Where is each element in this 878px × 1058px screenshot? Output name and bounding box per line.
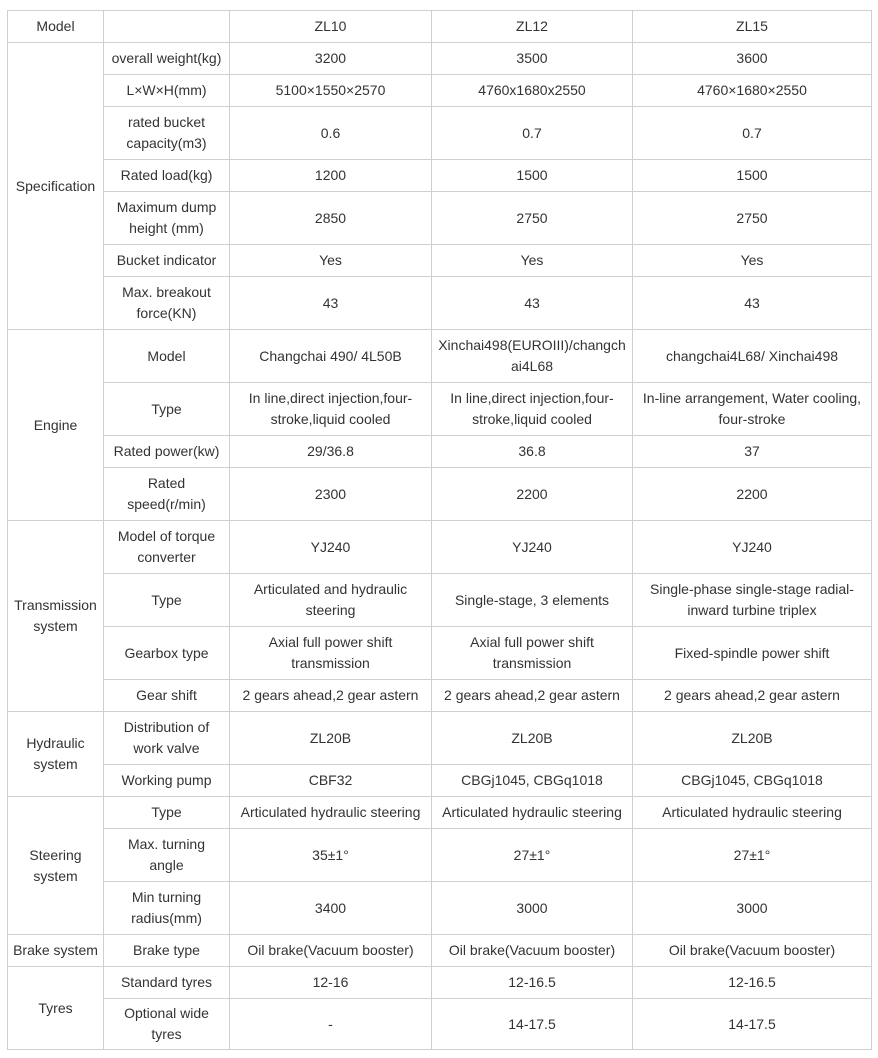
- table-row: [8, 967, 872, 999]
- row-label: Working pump: [104, 765, 230, 797]
- row-label: Min turning radius(mm): [104, 882, 230, 935]
- cell-value: 2200: [432, 468, 633, 521]
- table-row: [8, 574, 872, 627]
- cell-value: Articulated hydraulic steering: [432, 797, 633, 829]
- cell-value: 5100×1550×2570: [230, 75, 432, 107]
- row-label: Max. breakout force(KN): [104, 277, 230, 330]
- cell-value: 36.8: [432, 436, 633, 468]
- cell-value: ZL20B: [230, 712, 432, 765]
- cell-value: 3000: [633, 882, 872, 935]
- table-row: [8, 521, 872, 574]
- cell-value: 3400: [230, 882, 432, 935]
- table-row: [8, 192, 872, 245]
- row-label: Distribution of work valve: [104, 712, 230, 765]
- table-row: [8, 712, 872, 765]
- cell-value: 2 gears ahead,2 gear astern: [633, 680, 872, 712]
- header-row: [8, 11, 872, 43]
- cell-value: 2750: [633, 192, 872, 245]
- cell-value: 2750: [432, 192, 633, 245]
- cell-value: In line,direct injection,four-stroke,liquid cooled: [432, 383, 633, 436]
- table-row: [8, 829, 872, 882]
- cell-value: 43: [432, 277, 633, 330]
- table-row: [8, 245, 872, 277]
- row-label: L×W×H(mm): [104, 75, 230, 107]
- group-engine: Engine: [8, 330, 104, 521]
- row-label: Gear shift: [104, 680, 230, 712]
- cell-value: 27±1°: [432, 829, 633, 882]
- cell-value: 14-17.5: [633, 999, 872, 1050]
- cell-value: Oil brake(Vacuum booster): [633, 935, 872, 967]
- table-row: [8, 160, 872, 192]
- cell-value: CBF32: [230, 765, 432, 797]
- cell-value: -: [230, 999, 432, 1050]
- cell-value: 43: [633, 277, 872, 330]
- cell-value: 3600: [633, 43, 872, 75]
- cell-value: changchai4L68/ Xinchai498: [633, 330, 872, 383]
- cell-value: Changchai 490/ 4L50B: [230, 330, 432, 383]
- cell-value: Yes: [633, 245, 872, 277]
- table-row: [8, 107, 872, 160]
- header-blank: [104, 11, 230, 43]
- group-tyres: Tyres: [8, 967, 104, 1050]
- cell-value: 12-16: [230, 967, 432, 999]
- model-zl15: ZL15: [633, 11, 872, 43]
- cell-value: ZL20B: [633, 712, 872, 765]
- cell-value: 2850: [230, 192, 432, 245]
- group-transmission: Transmission system: [8, 521, 104, 712]
- cell-value: Articulated hydraulic steering: [230, 797, 432, 829]
- group-specification: Specification: [8, 43, 104, 330]
- cell-value: 3000: [432, 882, 633, 935]
- table-row: [8, 797, 872, 829]
- row-label: Model of torque converter: [104, 521, 230, 574]
- cell-value: 1200: [230, 160, 432, 192]
- row-label: Maximum dump height (mm): [104, 192, 230, 245]
- row-label: Model: [104, 330, 230, 383]
- cell-value: 12-16.5: [432, 967, 633, 999]
- cell-value: Axial full power shift transmission: [432, 627, 633, 680]
- cell-value: Articulated and hydraulic steering: [230, 574, 432, 627]
- cell-value: Yes: [432, 245, 633, 277]
- cell-value: 0.7: [432, 107, 633, 160]
- cell-value: 27±1°: [633, 829, 872, 882]
- row-label: Gearbox type: [104, 627, 230, 680]
- group-hydraulic: Hydraulic system: [8, 712, 104, 797]
- row-label: overall weight(kg): [104, 43, 230, 75]
- row-label: Rated load(kg): [104, 160, 230, 192]
- cell-value: Oil brake(Vacuum booster): [432, 935, 633, 967]
- row-label: Type: [104, 574, 230, 627]
- cell-value: 2 gears ahead,2 gear astern: [230, 680, 432, 712]
- cell-value: Yes: [230, 245, 432, 277]
- table-row: [8, 383, 872, 436]
- cell-value: 2300: [230, 468, 432, 521]
- cell-value: 4760x1680x2550: [432, 75, 633, 107]
- row-label: Standard tyres: [104, 967, 230, 999]
- model-zl10: ZL10: [230, 11, 432, 43]
- cell-value: YJ240: [230, 521, 432, 574]
- group-steering: Steering system: [8, 797, 104, 935]
- cell-value: CBGj1045, CBGq1018: [432, 765, 633, 797]
- cell-value: Single-stage, 3 elements: [432, 574, 633, 627]
- table-row: [8, 999, 872, 1050]
- table-row: [8, 43, 872, 75]
- table-row: [8, 468, 872, 521]
- cell-value: ZL20B: [432, 712, 633, 765]
- cell-value: CBGj1045, CBGq1018: [633, 765, 872, 797]
- table-row: [8, 680, 872, 712]
- cell-value: In-line arrangement, Water cooling, four-stroke: [633, 383, 872, 436]
- cell-value: 2200: [633, 468, 872, 521]
- cell-value: 1500: [432, 160, 633, 192]
- cell-value: 29/36.8: [230, 436, 432, 468]
- table-row: [8, 436, 872, 468]
- cell-value: In line,direct injection,four-stroke,liquid cooled: [230, 383, 432, 436]
- cell-value: 0.7: [633, 107, 872, 160]
- row-label: Optional wide tyres: [104, 999, 230, 1050]
- cell-value: 43: [230, 277, 432, 330]
- row-label: rated bucket capacity(m3): [104, 107, 230, 160]
- cell-value: 2 gears ahead,2 gear astern: [432, 680, 633, 712]
- cell-value: 12-16.5: [633, 967, 872, 999]
- cell-value: 35±1°: [230, 829, 432, 882]
- table-row: [8, 277, 872, 330]
- cell-value: YJ240: [633, 521, 872, 574]
- row-label: Rated speed(r/min): [104, 468, 230, 521]
- row-label: Bucket indicator: [104, 245, 230, 277]
- table-row: [8, 935, 872, 967]
- cell-value: 3200: [230, 43, 432, 75]
- cell-value: 14-17.5: [432, 999, 633, 1050]
- cell-value: Single-phase single-stage radial-inward turbine triplex: [633, 574, 872, 627]
- group-brake: Brake system: [8, 935, 104, 967]
- row-label: Max. turning angle: [104, 829, 230, 882]
- table-row: [8, 330, 872, 383]
- cell-value: Oil brake(Vacuum booster): [230, 935, 432, 967]
- cell-value: 37: [633, 436, 872, 468]
- cell-value: Articulated hydraulic steering: [633, 797, 872, 829]
- table-row: [8, 765, 872, 797]
- cell-value: 1500: [633, 160, 872, 192]
- row-label: Type: [104, 383, 230, 436]
- row-label: Rated power(kw): [104, 436, 230, 468]
- spec-table: [7, 10, 872, 1050]
- table-row: [8, 627, 872, 680]
- cell-value: Xinchai498(EUROIII)/changchai4L68: [432, 330, 633, 383]
- row-label: Type: [104, 797, 230, 829]
- model-zl12: ZL12: [432, 11, 633, 43]
- cell-value: 0.6: [230, 107, 432, 160]
- row-label: Brake type: [104, 935, 230, 967]
- cell-value: Fixed-spindle power shift: [633, 627, 872, 680]
- table-row: [8, 882, 872, 935]
- cell-value: 4760×1680×2550: [633, 75, 872, 107]
- cell-value: 3500: [432, 43, 633, 75]
- header-label: Model: [8, 11, 104, 43]
- table-row: [8, 75, 872, 107]
- cell-value: Axial full power shift transmission: [230, 627, 432, 680]
- cell-value: YJ240: [432, 521, 633, 574]
